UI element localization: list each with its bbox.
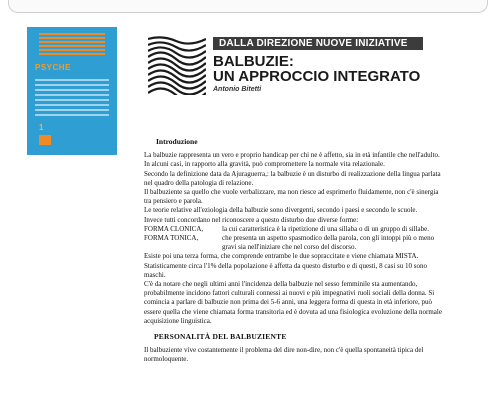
paragraph: Esiste poi una terza forma, che comprende entrambe le due sopraccitate e viene chiamata MISTA. (144, 252, 419, 261)
paragraph: Il balbuziente vive costantemente il problema del dire non-dire, non c'è quella spontaneità tipica del normoloquente. (144, 346, 424, 364)
paragraph: Secondo la definizione data da Ajuraguerra,: la balbuzie è un disturbo di realizzazione della lingua parlata nel quadro della patologia di relazione. (144, 169, 441, 187)
form-clonica-label: FORMA CLONICA, (144, 224, 204, 233)
paragraph: La balbuzie rappresenta un vero e proprio handicap per chi ne è affetto, sia in età infantile che nell'adulto. (144, 151, 440, 160)
article-title (213, 54, 443, 84)
cover-title-graphic (39, 33, 105, 55)
cover-issue-box (39, 135, 51, 145)
form-tonica-desc: che presenta un aspetto spasmodico della parola, con gli intoppi più o meno gravi sia nell'iniziare che nel corso del discorso. (222, 234, 435, 252)
article-title-line1: BALBUZIE: (213, 53, 294, 70)
form-clonica-desc: la cui caratteristica è la ripetizione di una sillaba o di un gruppo di sillabe. (222, 224, 430, 233)
paragraph: C'è da notare che negli ultimi anni l'incidenza della balbuzie nel sesso femminile sta aumentando, probabilmente incidono fattori culturali connessi ai nuovi e più impegnativi ruoli sociali della donna. Si comincia a parlare di balbuzie non prima dei 5-6 anni, una leggera forma di questa in età inferiore, può essere quella che viene chiamata forma transitoria ed è dovuta ad una fisiologica evoluzione della normale acquisizione linguistica. (144, 280, 442, 325)
paragraph: Il balbuziente sa quello che vuole verbalizzare, ma non riesce ad esprimerlo fluidamente, non c'è sinergia tra pensiero e parola. (144, 188, 439, 206)
top-frame-bar (8, 0, 488, 13)
paragraph: Le teorie relative all'eziologia della balbuzie sono divergenti, secondo i paesi e secondo le scuole. (144, 206, 418, 215)
heading-introduction: Introduzione (156, 137, 198, 146)
wave-stripes-graphic (148, 35, 206, 95)
form-tonica-row (144, 234, 444, 252)
form-tonica-label: FORMA TONICA, (144, 234, 199, 243)
article-body (144, 137, 444, 365)
heading-personality: PERSONALITÀ DEL BALBUZIENTE (154, 332, 287, 342)
article-author: Antonio Bitetti (213, 86, 262, 93)
article-title-line2: UN APPROCCIO INTEGRATO (213, 68, 421, 85)
paragraph: Statisticamente circa l'1% della popolazione è affetta da questo disturbo e di questi, 8 casi su 10 sono maschi. (144, 261, 427, 279)
cover-issue-number: 1 (39, 123, 44, 132)
cover-logo: PSYCHE (35, 63, 71, 72)
section-banner: DALLA DIREZIONE NUOVE INIZIATIVE (213, 37, 423, 50)
cover-text-lines (35, 79, 109, 119)
paragraph: Invece tutti concordano nel riconoscere a questo disturbo due diverse forme: (144, 215, 359, 224)
paragraph: In alcuni casi, in rapporto alla gravità, può compromettere la normale vita relazionale. (144, 160, 385, 169)
form-clonica-row (144, 225, 444, 234)
magazine-cover (27, 27, 117, 155)
